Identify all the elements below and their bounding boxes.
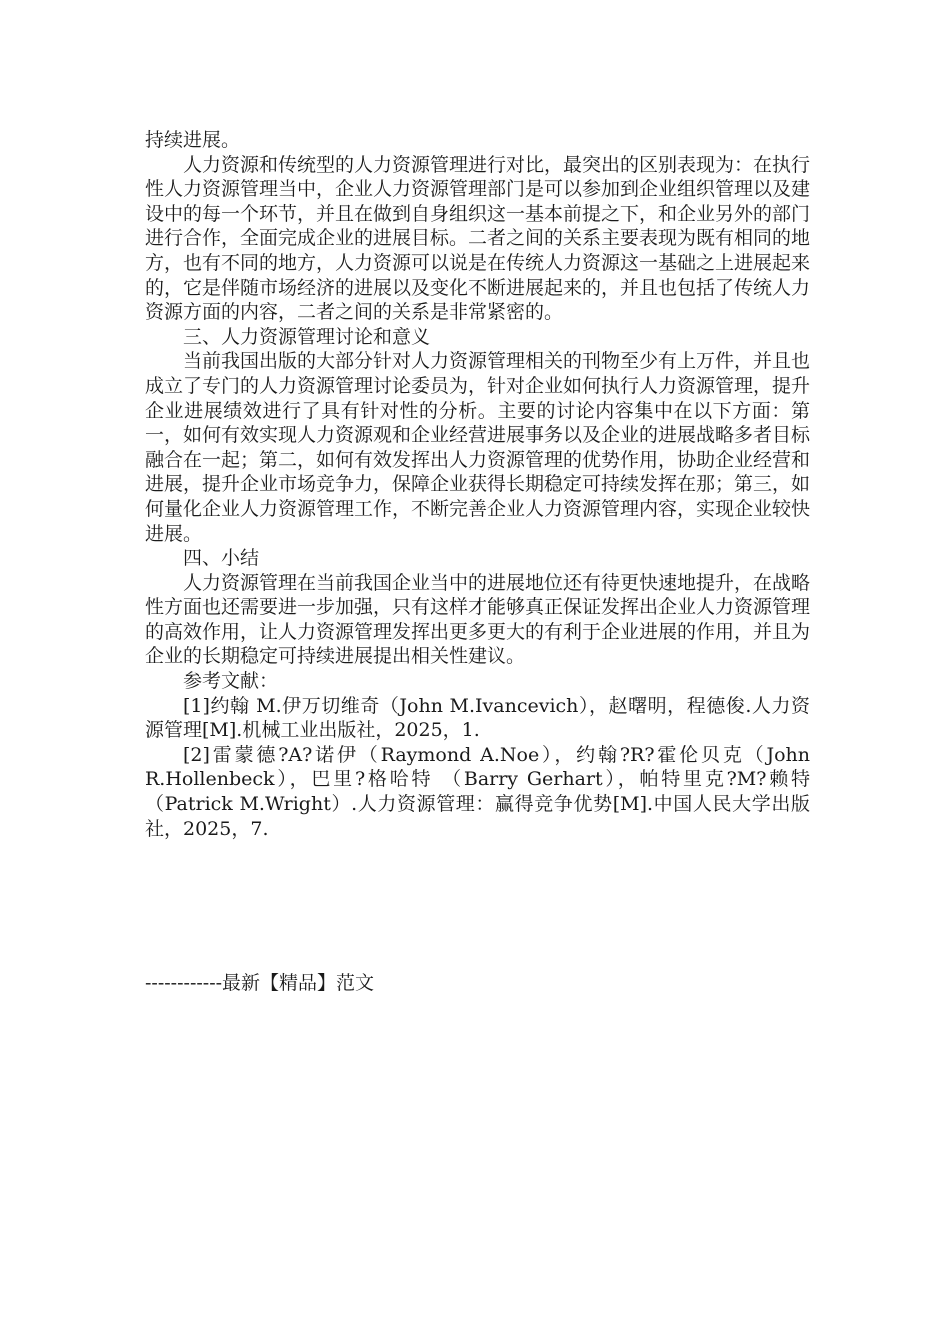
reference-item-1: [1]约翰 M.伊万切维奇（John M.Ivancevich），赵曙明，程德俊.人力资源管理[M].机械工业出版社，2025，1. <box>145 694 810 742</box>
footer-banner: ------------最新【精品】范文 <box>145 972 375 994</box>
document-body <box>145 128 810 841</box>
reference-item-2: [2]雷蒙德?A?诺伊（Raymond A.Noe），约翰?R?霍伦贝克（John R.Hollenbeck），巴里?格哈特 （Barry Gerhart），帕特里克?M?赖特（Patrick M.Wright）.人力资源管理：赢得竞争优势[M].中国人民大学出版社，2025，7. <box>145 743 810 840</box>
paragraph-summary: 人力资源管理在当前我国企业当中的进展地位还有待更快速地提升，在战略性方面也还需要进一步加强，只有这样才能够真正保证发挥出企业人力资源管理的高效作用，让人力资源管理发挥出更多更大的有利于企业进展的作用，并且为企业的长期稳定可持续进展提出相关性建议。 <box>145 571 811 668</box>
section-heading-4: 四、小结 <box>183 547 260 570</box>
section-heading-3: 三、人力资源管理讨论和意义 <box>183 325 431 348</box>
paragraph-research: 当前我国出版的大部分针对人力资源管理相关的刊物至少有上万件，并且也成立了专门的人力资源管理讨论委员为，针对企业如何执行人力资源管理，提升企业进展绩效进行了具有针对性的分析。主要的讨论内容集中在以下方面：第一，如何有效实现人力资源观和企业经营进展事务以及企业的进展战略多者目标融合在一起；第二，如何有效发挥出人力资源管理的优势作用，协助企业经营和进展，提升企业市场竞争力，保障企业获得长期稳定可持续发挥在那；第三，如何量化企业人力资源管理工作，不断完善企业人力资源管理内容，实现企业较快进展。 <box>145 350 811 545</box>
references-heading: 参考文献： <box>183 670 279 693</box>
paragraph-comparison: 人力资源和传统型的人力资源管理进行对比，最突出的区别表现为：在执行性人力资源管理当中，企业人力资源管理部门是可以参加到企业组织管理以及建设中的每一个环节，并且在做到自身组织这一基本前提之下，和企业另外的部门进行合作，全面完成企业的进展目标。二者之间的关系主要表现为既有相同的地方，也有不同的地方，人力资源可以说是在传统人力资源这一基础之上进展起来的，它是伴随市场经济的进展以及变化不断进展起来的，并且也包括了传统人力资源方面的内容，二者之间的关系是非常紧密的。 <box>145 153 811 324</box>
paragraph-continuation: 持续进展。 <box>145 129 241 151</box>
